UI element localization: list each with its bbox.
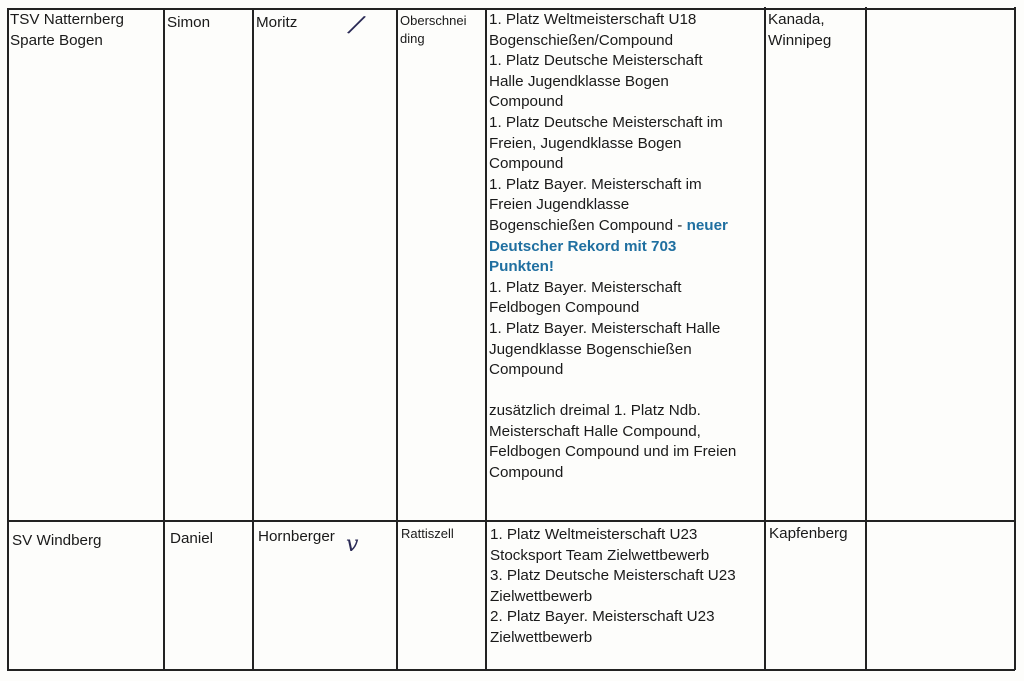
location-line: Kanada, xyxy=(768,11,825,28)
achievement-text: Bogenschießen/Compound xyxy=(489,31,674,49)
club-cell xyxy=(12,531,101,552)
achievement-text: Feldbogen Compound xyxy=(489,299,640,317)
achievement-text: Compound xyxy=(489,464,564,482)
achievement-text: 3. Platz Deutsche Meisterschaft U23 xyxy=(490,567,736,585)
achievement-line xyxy=(489,195,763,216)
achievement-line xyxy=(489,31,763,52)
achievement-text: 1. Platz Bayer. Meisterschaft im xyxy=(489,175,702,193)
achievement-text: Halle Jugendklasse Bogen xyxy=(489,72,669,90)
achievement-line xyxy=(489,401,763,422)
achievement-text: Freien Jugendklasse xyxy=(489,196,630,214)
table-border-bottom xyxy=(7,669,1015,671)
first-name-cell: Daniel xyxy=(170,530,214,547)
achievement-text: Compound xyxy=(489,361,564,379)
achievement-line xyxy=(489,51,763,72)
column-divider xyxy=(764,7,766,670)
location-line: Kapfenberg xyxy=(769,525,848,542)
club-cell xyxy=(10,10,160,51)
achievement-text: 1. Platz Weltmeisterschaft U18 xyxy=(489,11,697,28)
achievement-text: Compound xyxy=(489,155,564,173)
column-divider xyxy=(252,8,254,670)
first-name-cell: Simon xyxy=(167,14,211,31)
achievements-cell xyxy=(489,10,763,484)
achievement-line xyxy=(489,340,763,361)
town-line: Oberschnei xyxy=(400,13,467,28)
achievement-text: 1. Platz Bayer. Meisterschaft Halle xyxy=(489,319,721,337)
achievement-text: 1. Platz Deutsche Meisterschaft im xyxy=(489,113,723,131)
achievement-line xyxy=(490,607,762,628)
achievement-line xyxy=(489,422,763,443)
location-line: Winnipeg xyxy=(768,31,832,49)
town-cell xyxy=(401,525,454,543)
town-line: Rattiszell xyxy=(401,526,454,541)
last-name-cell: Moritz xyxy=(256,14,298,31)
achievement-line xyxy=(489,154,763,175)
town-cell xyxy=(400,12,466,48)
achievement-line xyxy=(490,628,762,649)
table-border-left xyxy=(7,8,9,670)
achievement-line xyxy=(489,278,763,299)
achievement-line xyxy=(489,463,763,484)
achievement-line xyxy=(489,360,763,381)
event-location-cell xyxy=(769,524,848,545)
achievement-line xyxy=(489,175,763,196)
achievement-line xyxy=(489,298,763,319)
checkmark-icon: v xyxy=(346,532,359,557)
column-divider xyxy=(865,7,867,670)
achievement-line xyxy=(489,257,763,278)
achievement-text: Compound xyxy=(489,93,564,111)
achievement-text: Stocksport Team Zielwettbewerb xyxy=(490,546,710,564)
column-divider xyxy=(163,8,165,670)
achievement-text: Zielwettbewerb xyxy=(490,628,593,646)
achievement-text: Freien, Jugendklasse Bogen xyxy=(489,134,682,152)
club-name: SV Windberg xyxy=(12,532,102,549)
column-divider xyxy=(396,8,398,670)
achievement-text: zusätzlich dreimal 1. Platz Ndb. xyxy=(489,402,701,420)
achievement-line xyxy=(490,587,762,608)
achievement-line xyxy=(489,113,763,134)
achievement-line xyxy=(489,319,763,340)
club-division: Sparte Bogen xyxy=(10,31,103,49)
achievement-text: Bogenschießen Compound - xyxy=(489,216,687,234)
achievement-line xyxy=(489,10,763,31)
achievement-line xyxy=(490,525,762,546)
club-name: TSV Natternberg xyxy=(10,11,124,28)
achievement-line xyxy=(489,216,763,237)
record-highlight: neuer xyxy=(686,216,728,234)
achievement-text: 1. Platz Bayer. Meisterschaft xyxy=(489,278,682,296)
achievement-text: Meisterschaft Halle Compound, xyxy=(489,422,701,440)
achievement-line xyxy=(489,92,763,113)
achievement-text: Jugendklasse Bogenschießen xyxy=(489,340,692,358)
row-divider xyxy=(7,520,1015,522)
achievement-line xyxy=(489,72,763,93)
achievement-text: 1. Platz Weltmeisterschaft U23 xyxy=(490,526,698,543)
achievement-line xyxy=(489,237,763,258)
achievement-text: Zielwettbewerb xyxy=(490,587,593,605)
achievement-text: 2. Platz Bayer. Meisterschaft U23 xyxy=(490,608,715,626)
achievement-line xyxy=(489,442,763,463)
achievements-cell xyxy=(490,525,762,649)
table-border-right xyxy=(1014,7,1016,670)
column-divider xyxy=(485,8,487,670)
achievement-line xyxy=(490,546,762,567)
town-line: ding xyxy=(400,31,425,46)
achievement-text: 1. Platz Deutsche Meisterschaft xyxy=(489,52,703,70)
achievement-line xyxy=(490,566,762,587)
checkmark-icon: / xyxy=(347,9,366,41)
last-name-cell: Hornberger xyxy=(258,528,335,545)
achievement-line xyxy=(489,134,763,155)
record-highlight: Punkten! xyxy=(489,258,554,276)
achievement-text: Feldbogen Compound und im Freien xyxy=(489,443,737,461)
achievement-line xyxy=(489,381,763,402)
event-location-cell xyxy=(768,10,831,51)
record-highlight: Deutscher Rekord mit 703 xyxy=(489,237,677,255)
